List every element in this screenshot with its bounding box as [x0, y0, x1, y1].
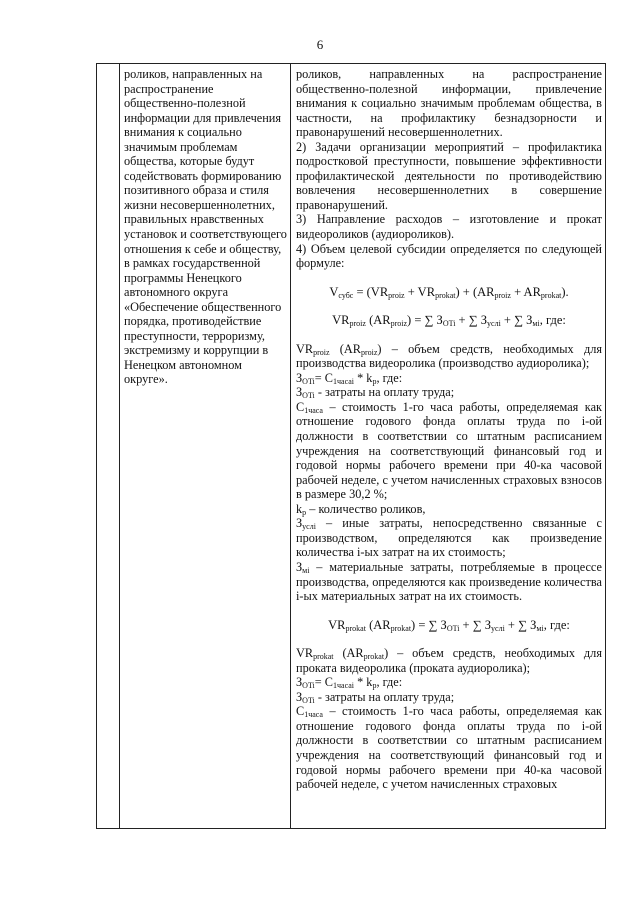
definition-zoti-2: $З_{OTi}$ - затраты на оплату труда; — [296, 689, 455, 705]
document-table — [96, 63, 606, 829]
definition-vr-prokat: $VR_{prokat}$ $(AR_{prokat})$ – объем средств, необходимых для проката видеоролика (проката аудиоролика); — [296, 646, 602, 675]
calculation-cell — [291, 64, 606, 829]
description-cell — [120, 64, 291, 829]
paragraph-4: 4) Объем целевой субсидии определяется по следующей формуле: — [296, 241, 602, 271]
definition-zoti: $З_{OTi}$ - затраты на оплату труда; — [296, 385, 455, 401]
paragraph-3: 3) Направление расходов – изготовление и прокат видеороликов (аудиороликов). — [296, 212, 602, 242]
definition-zm: $З_{мi}$ – материальные затраты, потребляемые в процессе производства, определяются как произведение количества i-ых материальных затрат на их стоимость. — [296, 559, 602, 604]
formula-prokat: $VR_{prokat}$ $(AR_{prokat})$ = ∑ $З_{OTi}$ + ∑ $З_{услi}$ + ∑ $З_{мi}$, где: — [328, 617, 570, 633]
table-row — [97, 64, 606, 829]
definition-zusl: $З_{услi}$ – иные затраты, непосредственно связанные с производством, определяются как произведение количества i-ых затрат на их стоимость; — [296, 516, 602, 560]
definition-kp: $k_p$ – количество роликов, — [296, 501, 426, 517]
formula-subsidy: $V_{субс} = (VR_{proiz} + VR_{prokat}) + (AR_{proiz} + AR_{prokat})$. — [329, 284, 569, 300]
paragraph-1: роликов, направленных на распространение общественно-полезной информации, привлечение внимания к социально значимым проблемам общества, в частности, на профилактику безнадзорности и правонарушений несовершеннолетних. — [296, 67, 602, 140]
right-column-text — [291, 64, 605, 792]
definition-vr-proiz: $VR_{proiz}$ $(AR_{proiz})$ – объем средств, необходимых для производства видеоролика (производство аудиоролика); — [296, 341, 602, 371]
left-column-text: роликов, направленных на распространение общественно-полезной информации для привлечения внимания к социально значимым проблемам общества, которые будут содействовать формированию позитивного образа и стиля жизни несовершеннолетних, правильных нравственных установок и соответствующего отношения к себе и обществу, в рамках государственной программы Ненецкого автономного округа «Обеспечение общественного порядка, противодействие преступности, терроризму, экстремизму и коррупции в Ненецком автономном округе». — [124, 67, 287, 387]
definition-zoti-formula: $З_{OTi}= С_{1часаi} * k_p$, где: — [296, 370, 403, 386]
formula-production: $VR_{proiz}$ $(AR_{proiz})$ = ∑ $З_{OTi}$ + ∑ $З_{услi}$ + ∑ $З_{мi}$, где: — [332, 313, 566, 329]
definition-zoti-formula-2: $З_{OTi}= С_{1часаi} * k_p$, где: — [296, 675, 403, 691]
page-number: 6 — [316, 37, 324, 52]
paragraph-2: 2) Задачи организации мероприятий – профилактика подростковой преступности, повышение эффективности профилактической деятельности по противодействию вовлечения несовершеннолетних в совершение правонарушений. — [296, 139, 602, 212]
definition-c1hour-2: $С_{1часа}$ – стоимость 1-го часа работы, определяемая как отношение годового фонда оплаты труда по i-ой должности в соответствии со штатным расписанием учреждения на соответствующий финансовый год и годовой нормы рабочего времени при 40-ка часовой рабочей неделе, с учетом начисленных страховых — [296, 704, 602, 792]
definition-c1hour: $С_{1часа}$ – стоимость 1-го часа работы, определяемая как отношение годового фонда оплаты труда по i-ой должности в соответствии со штатным расписанием учреждения на соответствующий финансовый год и годовой нормы рабочего времени при 40-ка часовой рабочей неделе, с учетом начисленных страховых взносов в размере 30,2 %; — [296, 399, 602, 502]
number-cell — [97, 64, 120, 829]
